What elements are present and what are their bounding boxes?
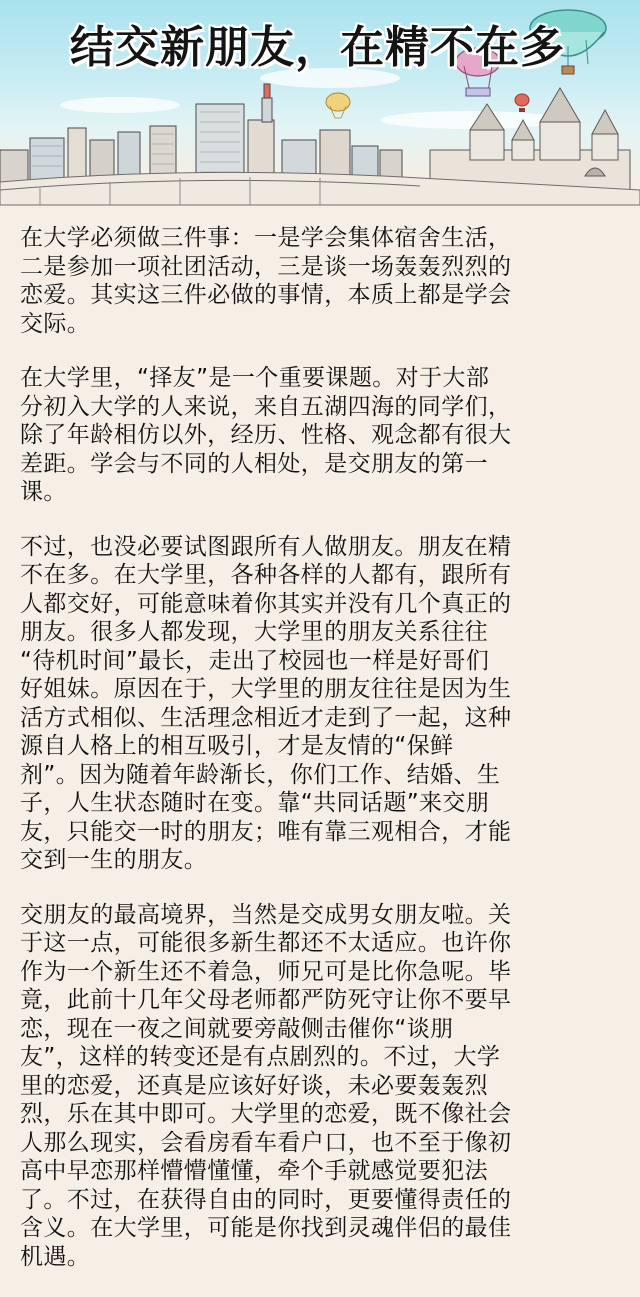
- header-banner: [0, 0, 640, 205]
- paragraph-4: 交朋友的最高境界，当然是交成男女朋友啦。关 于这一点，可能很多新生都还不太适应。也许你 作为一个新生还不着急，师兄可是比你急呢。毕 竟，此前十几年父母老师都严防死守让你不要早 恋，现在一夜之间就要旁敲侧击催你“谈朋 友”，这样的转变还是有点剧烈的。不过，大学 里的恋爱，还真是应该好好谈，未必要轰轰烈 烈，乐在其中即可。大学里的恋爱，既不像社会 人那么现实，会看房看车看户口，也不至于像初 高中早恋那样懵懵懂懂，牵个手就感觉要犯法 了。不过，在获得自由的同时，更要懂得责任的 含义。在大学里，可能是你找到灵魂伴侣的最佳 机遇。: [20, 901, 512, 1270]
- page-title: 结交新朋友，在精不在多: [70, 22, 565, 73]
- article-body: [20, 224, 620, 1297]
- paragraph-3: 不过，也没必要试图跟所有人做朋友。朋友在精 不在多。在大学里，各种各样的人都有，跟所有 人都交好，可能意味着你其实并没有几个真正的 朋友。很多人都发现，大学里的朋友关系往往 “待机时间”最长，走出了校园也一样是好哥们 好姐妹。原因在于，大学里的朋友往往是因为生 活方式相似、生活理念相近才走到了一起，这种 源自人格上的相互吸引，才是友情的“保鲜 剂”。因为随着年龄渐长，你们工作、结婚、生 子，人生状态随时在变。靠“共同话题”来交朋 友，只能交一时的朋友；唯有靠三观相合，才能 交到一生的朋友。: [20, 533, 512, 873]
- paragraph-2: 在大学里，“择友”是一个重要课题。对于大部 分初入大学的人来说，来自五湖四海的同学们， 除了年龄相仿以外，经历、性格、观念都有很大 差距。学会与不同的人相处，是交朋友的第一 课。: [20, 365, 512, 505]
- small-balloon-icon: [326, 93, 350, 118]
- tiny-balloon-icon: [515, 94, 529, 112]
- castle-illustration: [430, 88, 630, 190]
- paragraph-1: 在大学必须做三件事：一是学会集体宿舍生活， 二是参加一项社团活动，三是谈一场轰轰烈烈的 恋爱。其实这三件必做的事情，本质上都是学会 交际。: [20, 225, 512, 337]
